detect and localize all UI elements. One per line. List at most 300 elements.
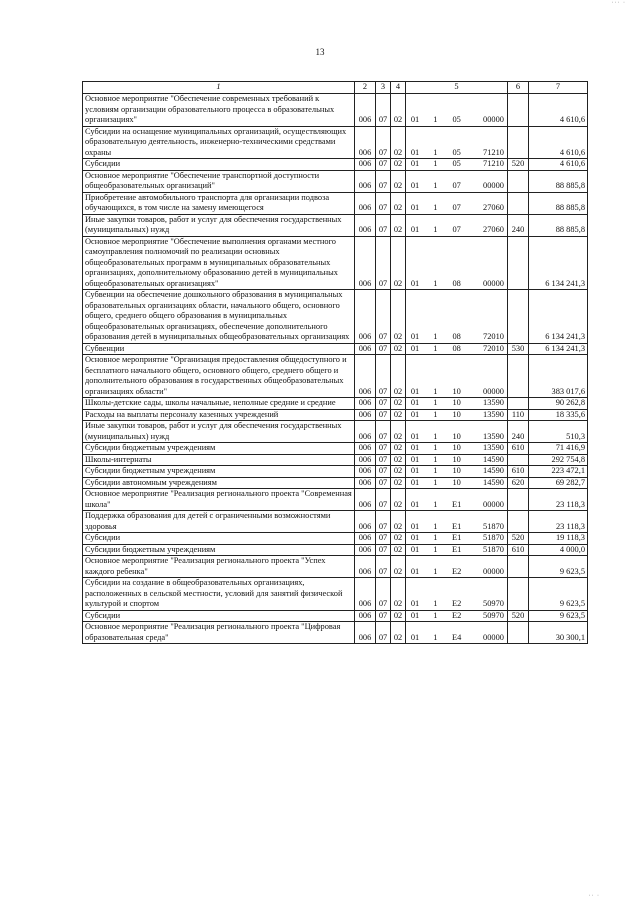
subsection-code: 02 — [391, 159, 406, 171]
code-part: 1 — [433, 181, 438, 190]
subsection-code: 02 — [391, 126, 406, 159]
admin-code: 006 — [355, 159, 376, 171]
code-part: 50970 — [483, 610, 504, 620]
expense-type-code: 620 — [508, 477, 529, 489]
code-part: 08 — [452, 343, 461, 353]
code-part: 14590 — [483, 477, 504, 487]
section-code: 07 — [376, 622, 391, 644]
code-part: 1 — [433, 477, 438, 487]
code-part: 1 — [433, 147, 438, 157]
table-row — [83, 236, 588, 290]
code-part: 10 — [452, 477, 461, 487]
target-article-code — [406, 398, 508, 410]
section-code: 07 — [376, 454, 391, 466]
amount: 23 118,3 — [529, 511, 588, 533]
subsection-code: 02 — [391, 578, 406, 611]
expense-type-code: 530 — [508, 343, 529, 355]
target-article-code — [406, 610, 508, 622]
table-row — [83, 477, 588, 489]
code-part: 13590 — [483, 398, 504, 407]
admin-code: 006 — [355, 622, 376, 644]
expense-type-code — [508, 170, 529, 192]
code-part: 07 — [452, 225, 461, 234]
section-code: 07 — [376, 443, 391, 455]
expense-type-code — [508, 556, 529, 578]
table-row — [83, 170, 588, 192]
code-part: 1 — [433, 466, 438, 475]
section-code: 07 — [376, 511, 391, 533]
code-part: 10 — [452, 398, 461, 407]
code-part: 1 — [433, 225, 438, 234]
row-name: Иные закупки товаров, работ и услуг для обеспечения государственных (муниципальных) нужд — [83, 214, 355, 236]
admin-code: 006 — [355, 343, 376, 355]
code-part: 10 — [452, 386, 461, 396]
code-part: E1 — [452, 533, 462, 542]
section-code: 07 — [376, 170, 391, 192]
row-name: Основное мероприятие "Обеспечение современных требований к условиям организации образовательного процесса в образовательных организациях" — [83, 94, 355, 127]
code-part: 01 — [410, 544, 420, 554]
table-row — [83, 409, 588, 421]
admin-code: 006 — [355, 398, 376, 410]
code-part: 1 — [433, 409, 438, 419]
amount: 9 623,5 — [529, 610, 588, 622]
code-part: 14590 — [483, 466, 504, 475]
expense-type-code — [508, 578, 529, 611]
amount: 19 118,3 — [529, 533, 588, 545]
table-row — [83, 343, 588, 355]
code-part: 01 — [410, 147, 420, 157]
target-article-parts — [408, 410, 505, 421]
admin-code: 006 — [355, 421, 376, 443]
code-part: 1 — [433, 544, 438, 554]
code-part: 1 — [433, 610, 438, 620]
expense-type-code — [508, 489, 529, 511]
amount: 6 134 241,3 — [529, 236, 588, 290]
target-article-code — [406, 578, 508, 611]
table-row — [83, 192, 588, 214]
section-code: 07 — [376, 489, 391, 511]
subsection-code: 02 — [391, 454, 406, 466]
row-name: Приобретение автомобильного транспорта для организации подвоза обучающихся, в том числе на замену имеющегося — [83, 192, 355, 214]
expense-type-code — [508, 126, 529, 159]
code-part: 1 — [433, 203, 438, 212]
code-part: 10 — [452, 443, 461, 452]
amount: 4 610,6 — [529, 159, 588, 171]
code-part: 01 — [410, 181, 420, 190]
code-part: 00000 — [483, 566, 504, 576]
table-row — [83, 610, 588, 622]
code-part: 1 — [433, 499, 438, 509]
target-article-code — [406, 236, 508, 290]
subsection-code: 02 — [391, 343, 406, 355]
table-row — [83, 421, 588, 443]
code-part: 51870 — [483, 533, 504, 542]
code-part: 1 — [433, 159, 438, 168]
expense-type-code — [508, 398, 529, 410]
amount: 383 017,6 — [529, 355, 588, 398]
code-part: 01 — [410, 454, 420, 464]
amount: 292 754,8 — [529, 454, 588, 466]
amount: 23 118,3 — [529, 489, 588, 511]
amount: 510,3 — [529, 421, 588, 443]
table-row — [83, 578, 588, 611]
expense-type-code — [508, 454, 529, 466]
section-code: 07 — [376, 610, 391, 622]
section-code: 07 — [376, 214, 391, 236]
amount: 18 335,6 — [529, 409, 588, 421]
amount: 6 134 241,3 — [529, 290, 588, 344]
code-part: 01 — [410, 566, 420, 576]
row-name: Субсидии бюджетным учреждениям — [83, 443, 355, 455]
table-row — [83, 159, 588, 171]
expense-type-code — [508, 94, 529, 127]
code-part: 07 — [452, 181, 461, 190]
admin-code: 006 — [355, 489, 376, 511]
admin-code: 006 — [355, 556, 376, 578]
row-name: Субвенции — [83, 343, 355, 355]
code-part: 05 — [452, 159, 461, 168]
row-name: Поддержка образования для детей с ограниченными возможностями здоровья — [83, 511, 355, 533]
code-part: 05 — [452, 147, 461, 157]
admin-code: 006 — [355, 126, 376, 159]
section-code: 07 — [376, 466, 391, 478]
admin-code: 006 — [355, 454, 376, 466]
admin-code: 006 — [355, 477, 376, 489]
table-row — [83, 511, 588, 533]
row-name: Субсидии автономным учреждениям — [83, 477, 355, 489]
code-part: 1 — [433, 398, 438, 407]
admin-code: 006 — [355, 170, 376, 192]
subsection-code: 02 — [391, 170, 406, 192]
header-cell: 1 — [83, 82, 355, 94]
amount: 88 885,8 — [529, 214, 588, 236]
subsection-code: 02 — [391, 236, 406, 290]
header-cell: 3 — [376, 82, 391, 94]
target-article-parts — [408, 203, 505, 214]
target-article-code — [406, 622, 508, 644]
page-number: 13 — [315, 47, 325, 57]
expense-type-code: 240 — [508, 421, 529, 443]
target-article-parts — [408, 159, 505, 170]
code-part: 01 — [410, 632, 420, 642]
table-row — [83, 126, 588, 159]
admin-code: 006 — [355, 511, 376, 533]
amount: 4 000,0 — [529, 544, 588, 556]
target-article-parts — [408, 522, 505, 533]
code-part: 1 — [433, 632, 438, 642]
code-part: 51870 — [483, 544, 504, 554]
code-part: E2 — [452, 610, 462, 620]
target-article-parts — [408, 148, 505, 159]
row-name: Субсидии — [83, 533, 355, 545]
budget-table — [82, 81, 588, 644]
code-part: 27060 — [483, 203, 504, 212]
amount: 30 300,1 — [529, 622, 588, 644]
subsection-code: 02 — [391, 610, 406, 622]
code-part: 10 — [452, 431, 461, 441]
target-article-code — [406, 454, 508, 466]
code-part: 1 — [433, 566, 438, 576]
code-part: E4 — [452, 632, 462, 642]
header-cell: 5 — [406, 82, 508, 94]
row-name: Субвенции на обеспечение дошкольного образования в муниципальных образовательных организациях области, начального общего, основного общего, среднего общего образования в муниципальных общеобразовательных организациях, обеспечение дополнительного образования детей в муниципальных общеобразовательных организациях — [83, 290, 355, 344]
target-article-parts — [408, 443, 505, 454]
code-part: 08 — [452, 332, 461, 341]
header-cell: 6 — [508, 82, 529, 94]
target-article-code — [406, 214, 508, 236]
code-part: 01 — [410, 115, 420, 124]
amount: 6 134 241,3 — [529, 343, 588, 355]
code-part: 27060 — [483, 225, 504, 234]
table-row — [83, 94, 588, 127]
expense-type-code: 520 — [508, 533, 529, 545]
code-part: 01 — [410, 466, 420, 475]
code-part: 1 — [433, 454, 438, 464]
admin-code: 006 — [355, 466, 376, 478]
code-part: 01 — [410, 443, 420, 452]
table-row — [83, 290, 588, 344]
table-row — [83, 398, 588, 410]
expense-type-code — [508, 236, 529, 290]
code-part: 01 — [410, 398, 420, 407]
table-row — [83, 454, 588, 466]
code-part: 01 — [410, 225, 420, 234]
amount: 4 610,6 — [529, 94, 588, 127]
target-article-parts — [408, 533, 505, 544]
target-article-code — [406, 170, 508, 192]
target-article-code — [406, 290, 508, 344]
subsection-code: 02 — [391, 94, 406, 127]
target-article-parts — [408, 398, 505, 409]
target-article-parts — [408, 633, 505, 644]
scan-mark-top: ··· · — [611, 0, 626, 6]
row-name: Основное мероприятие "Реализация регионального проекта "Современная школа" — [83, 489, 355, 511]
subsection-code: 02 — [391, 290, 406, 344]
target-article-code — [406, 94, 508, 127]
code-part: 72010 — [483, 343, 504, 353]
target-article-parts — [408, 432, 505, 443]
subsection-code: 02 — [391, 556, 406, 578]
section-code: 07 — [376, 290, 391, 344]
code-part: 01 — [410, 159, 420, 168]
section-code: 07 — [376, 398, 391, 410]
target-article-parts — [408, 115, 505, 126]
amount: 69 282,7 — [529, 477, 588, 489]
table-row — [83, 556, 588, 578]
code-part: 07 — [452, 203, 461, 212]
target-article-parts — [408, 567, 505, 578]
code-part: 71210 — [483, 159, 504, 168]
amount: 88 885,8 — [529, 170, 588, 192]
subsection-code: 02 — [391, 192, 406, 214]
table-header-row — [83, 82, 588, 94]
admin-code: 006 — [355, 236, 376, 290]
expense-type-code — [508, 290, 529, 344]
expense-type-code: 610 — [508, 443, 529, 455]
target-article-parts — [408, 545, 505, 556]
code-part: 00000 — [483, 181, 504, 190]
row-name: Основное мероприятие "Реализация регионального проекта "Успех каждого ребенка" — [83, 556, 355, 578]
amount: 9 623,5 — [529, 556, 588, 578]
code-part: 71210 — [483, 147, 504, 157]
code-part: 00000 — [483, 278, 504, 288]
admin-code: 006 — [355, 443, 376, 455]
target-article-code — [406, 421, 508, 443]
code-part: E1 — [452, 544, 462, 554]
target-article-code — [406, 544, 508, 556]
table-row — [83, 355, 588, 398]
amount: 90 262,8 — [529, 398, 588, 410]
admin-code: 006 — [355, 409, 376, 421]
table-row — [83, 544, 588, 556]
code-part: 01 — [410, 203, 420, 212]
admin-code: 006 — [355, 94, 376, 127]
header-cell: 7 — [529, 82, 588, 94]
code-part: 01 — [410, 533, 420, 542]
target-article-code — [406, 409, 508, 421]
code-part: 14590 — [483, 454, 504, 464]
target-article-code — [406, 489, 508, 511]
target-article-code — [406, 556, 508, 578]
table-row — [83, 214, 588, 236]
target-article-code — [406, 159, 508, 171]
amount: 4 610,6 — [529, 126, 588, 159]
amount: 223 472,1 — [529, 466, 588, 478]
target-article-code — [406, 192, 508, 214]
code-part: E1 — [452, 521, 462, 531]
expense-type-code: 240 — [508, 214, 529, 236]
section-code: 07 — [376, 421, 391, 443]
row-name: Основное мероприятие "Реализация регионального проекта "Цифровая образовательная среда" — [83, 622, 355, 644]
subsection-code: 02 — [391, 622, 406, 644]
code-part: 10 — [452, 409, 461, 419]
code-part: 01 — [410, 477, 420, 487]
target-article-parts — [408, 455, 505, 466]
target-article-parts — [408, 466, 505, 477]
section-code: 07 — [376, 126, 391, 159]
table-row — [83, 489, 588, 511]
code-part: 01 — [410, 343, 420, 353]
code-part: 01 — [410, 499, 420, 509]
amount: 9 623,5 — [529, 578, 588, 611]
target-article-code — [406, 343, 508, 355]
code-part: 00000 — [483, 115, 504, 124]
code-part: 13590 — [483, 431, 504, 441]
subsection-code: 02 — [391, 421, 406, 443]
amount: 71 416,9 — [529, 443, 588, 455]
code-part: 10 — [452, 454, 461, 464]
subsection-code: 02 — [391, 214, 406, 236]
code-part: 01 — [410, 332, 420, 341]
admin-code: 006 — [355, 214, 376, 236]
row-name: Субсидии — [83, 159, 355, 171]
section-code: 07 — [376, 556, 391, 578]
target-article-code — [406, 443, 508, 455]
code-part: 1 — [433, 332, 438, 341]
code-part: E2 — [452, 566, 462, 576]
section-code: 07 — [376, 236, 391, 290]
target-article-parts — [408, 599, 505, 610]
code-part: 01 — [410, 386, 420, 396]
code-part: 1 — [433, 521, 438, 531]
section-code: 07 — [376, 578, 391, 611]
target-article-parts — [408, 344, 505, 355]
row-name: Основное мероприятие "Обеспечение выполнения органами местного самоуправления полномочий по реализации основных общеобразовательных программ в муниципальных образовательных организациях, дополнительному образованию детей в муниципальных общеобразовательных организациях" — [83, 236, 355, 290]
admin-code: 006 — [355, 578, 376, 611]
code-part: 1 — [433, 599, 438, 608]
subsection-code: 02 — [391, 533, 406, 545]
table-row — [83, 533, 588, 545]
code-part: 01 — [410, 610, 420, 620]
row-name: Субсидии — [83, 610, 355, 622]
table-row — [83, 466, 588, 478]
subsection-code: 02 — [391, 511, 406, 533]
code-part: 01 — [410, 521, 420, 531]
subsection-code: 02 — [391, 443, 406, 455]
code-part: 51870 — [483, 521, 504, 531]
section-code: 07 — [376, 343, 391, 355]
code-part: 1 — [433, 343, 438, 353]
target-article-code — [406, 355, 508, 398]
code-part: 00000 — [483, 499, 504, 509]
row-name: Субсидии бюджетным учреждениям — [83, 544, 355, 556]
subsection-code: 02 — [391, 489, 406, 511]
subsection-code: 02 — [391, 398, 406, 410]
section-code: 07 — [376, 159, 391, 171]
table-row — [83, 443, 588, 455]
expense-type-code: 110 — [508, 409, 529, 421]
code-part: E2 — [452, 599, 462, 608]
row-name: Расходы на выплаты персоналу казенных учреждений — [83, 409, 355, 421]
admin-code: 006 — [355, 610, 376, 622]
code-part: 01 — [410, 431, 420, 441]
target-article-parts — [408, 279, 505, 290]
code-part: 01 — [410, 278, 420, 288]
section-code: 07 — [376, 533, 391, 545]
section-code: 07 — [376, 477, 391, 489]
code-part: 13590 — [483, 409, 504, 419]
row-name: Субсидии бюджетным учреждениям — [83, 466, 355, 478]
row-name: Школы-детские сады, школы начальные, неполные средние и средние — [83, 398, 355, 410]
admin-code: 006 — [355, 290, 376, 344]
target-article-code — [406, 477, 508, 489]
code-part: 10 — [452, 466, 461, 475]
target-article-code — [406, 126, 508, 159]
expense-type-code: 610 — [508, 466, 529, 478]
expense-type-code: 610 — [508, 544, 529, 556]
code-part: 50970 — [483, 599, 504, 608]
code-part: 05 — [452, 115, 461, 124]
expense-type-code: 520 — [508, 159, 529, 171]
code-part: 08 — [452, 278, 461, 288]
header-cell: 2 — [355, 82, 376, 94]
target-article-parts — [408, 611, 505, 622]
code-part: 1 — [433, 431, 438, 441]
subsection-code: 02 — [391, 466, 406, 478]
scan-mark-bottom: ·· · — [588, 893, 600, 899]
row-name: Субсидии на создание в общеобразовательных организациях, расположенных в сельской местности, условий для занятий физической культурой и спортом — [83, 578, 355, 611]
admin-code: 006 — [355, 355, 376, 398]
section-code: 07 — [376, 544, 391, 556]
row-name: Субсидии на оснащение муниципальных организаций, осуществляющих образовательную деятельность, инженерно-техническими средствами охраны — [83, 126, 355, 159]
admin-code: 006 — [355, 533, 376, 545]
code-part: 1 — [433, 278, 438, 288]
subsection-code: 02 — [391, 477, 406, 489]
subsection-code: 02 — [391, 409, 406, 421]
row-name: Иные закупки товаров, работ и услуг для обеспечения государственных (муниципальных) нужд — [83, 421, 355, 443]
code-part: E1 — [452, 499, 462, 509]
code-part: 1 — [433, 443, 438, 452]
